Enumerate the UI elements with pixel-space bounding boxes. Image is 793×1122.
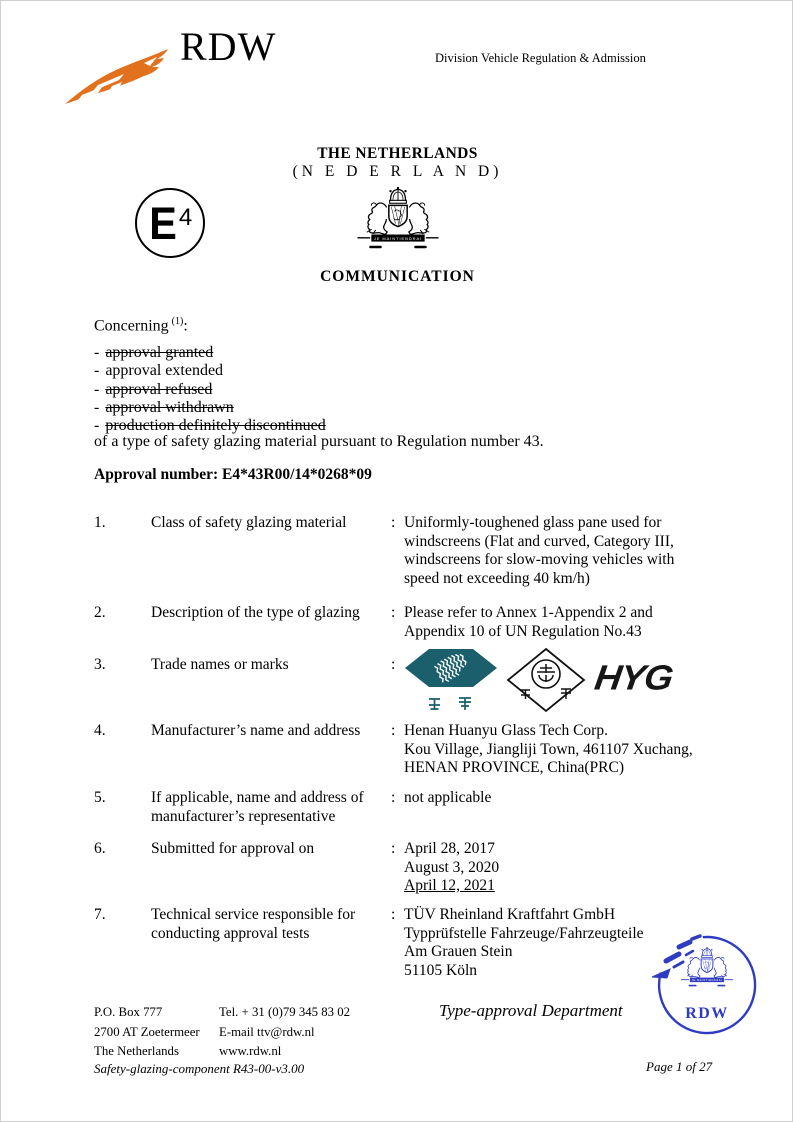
option-approval-granted: approval granted (105, 344, 214, 361)
list-item (94, 381, 326, 399)
approval-number-value: E4*43R00/14*0268*09 (222, 466, 372, 483)
value-line: 51105 Köln (404, 961, 478, 979)
footer-line: E-mail ttv@rdw.nl (219, 1024, 315, 1039)
item-value (404, 604, 709, 641)
value-line: Typprüfstelle Fahrzeuge/Fahrzeugteile (404, 924, 644, 942)
page-number: Page 1 of 27 (646, 1059, 713, 1074)
item-number: 5. (94, 789, 106, 806)
colon: : (391, 840, 396, 857)
huanyu-diamond-logo-icon (506, 647, 586, 717)
item-number: 2. (94, 604, 106, 621)
item-label (151, 840, 389, 859)
rdw-feather-logo-icon (64, 46, 170, 108)
stamp-rdw-text: RDW (685, 1005, 729, 1022)
label-line: Description of the type of glazing (151, 604, 360, 621)
colon: : (391, 722, 396, 739)
item-label (151, 906, 389, 943)
footer-address (94, 1003, 200, 1062)
huanyu-hexagon-logo-icon (405, 647, 497, 717)
label-line: If applicable, name and address of (151, 789, 364, 806)
country-title-dutch: (N E D E R L A N D) (292, 163, 503, 180)
dutch-coat-of-arms (348, 186, 448, 253)
label-line: Submitted for approval on (151, 840, 315, 857)
colon: : (391, 656, 396, 673)
concerning-word: Concerning (94, 317, 169, 335)
value-line: Appendix 10 of UN Regulation No.43 (404, 622, 642, 640)
concerning-colon: : (183, 317, 188, 335)
footer-line: The Netherlands (94, 1044, 179, 1058)
value-line-underlined: April 12, 2021 (404, 877, 495, 894)
item-label (151, 722, 389, 741)
value-line: April 28, 2017 (404, 840, 495, 857)
list-item (94, 362, 326, 380)
item-value (404, 789, 709, 808)
dash: - (94, 380, 100, 398)
item-number: 3. (94, 656, 106, 673)
dash: - (94, 362, 100, 380)
item-value (404, 722, 709, 778)
label-line: manufacturer’s representative (151, 807, 336, 825)
colon: : (391, 514, 396, 531)
item-value (404, 514, 709, 588)
item-number: 1. (94, 514, 106, 531)
colon: : (391, 789, 396, 806)
rdw-brand-text: RDW (180, 24, 277, 69)
hexagon-logo-characters (429, 698, 471, 710)
rdw-approval-stamp (646, 931, 764, 1043)
value-line: not applicable (404, 789, 492, 806)
item-number: 7. (94, 906, 106, 923)
value-line: windscreens for slow-moving vehicles with (404, 551, 675, 568)
document-version: Safety-glazing-component R43-00-v3.00 (94, 1061, 305, 1076)
country-title: THE NETHERLANDS (317, 145, 478, 162)
value-line: Uniformly-toughened glass pane used for (404, 514, 662, 531)
footer-line: www.rdw.nl (219, 1044, 282, 1058)
division-title: Division Vehicle Regulation & Admission (435, 51, 646, 65)
value-line: Kou Village, Jiangliji Town, 461107 Xuchang, (404, 740, 693, 758)
colon: : (391, 604, 396, 621)
concerning-label (94, 316, 188, 335)
value-line: Am Grauen Stein (404, 943, 513, 960)
e-mark-number: 4 (178, 204, 193, 231)
label-line: Trade names or marks (151, 656, 289, 673)
footer-line: Tel. + 31 (0)79 345 83 02 (219, 1005, 351, 1019)
dash: - (94, 344, 100, 361)
department-signature: Type-approval Department (439, 1001, 623, 1020)
e-mark-letter: E (149, 197, 177, 249)
value-line: speed not exceeding 40 km/h) (404, 569, 590, 587)
footer-contact (219, 1003, 350, 1062)
value-line: HENAN PROVINCE, China(PRC) (404, 759, 625, 776)
option-approval-extended: approval extended (105, 362, 224, 380)
label-line: Manufacturer’s name and address (151, 722, 361, 739)
value-line: Please refer to Annex 1-Appendix 2 and (404, 604, 653, 621)
option-production-discontinued: production definitely discontinued (105, 417, 326, 435)
item-label (151, 604, 389, 623)
label-line: Technical service responsible for (151, 906, 356, 923)
item-label (151, 514, 389, 533)
option-approval-refused: approval refused (105, 380, 213, 398)
label-line: conducting approval tests (151, 924, 310, 942)
subject-line: of a type of safety glazing material pursuant to Regulation number 43. (94, 433, 544, 450)
approval-number-label: Approval number: (94, 466, 219, 483)
option-approval-withdrawn: approval withdrawn (105, 398, 234, 416)
colon: : (391, 906, 396, 923)
dash: - (94, 417, 100, 435)
list-item (94, 399, 326, 417)
item-value (404, 840, 709, 896)
e4-approval-mark (135, 188, 205, 258)
dash: - (94, 398, 100, 416)
communication-title: COMMUNICATION (320, 268, 475, 285)
value-line: Henan Huanyu Glass Tech Corp. (404, 722, 608, 739)
item-number: 4. (94, 722, 106, 739)
footer-line: 2700 AT Zoetermeer (94, 1024, 200, 1039)
concerning-options-list (94, 344, 326, 435)
item-number: 6. (94, 840, 106, 857)
value-line: TÜV Rheinland Kraftfahrt GmbH (404, 906, 616, 923)
item-label (151, 789, 389, 826)
value-line: windscreens (Flat and curved, Category III, (404, 532, 674, 550)
approval-number-line (94, 466, 372, 484)
footnote-ref: (1) (171, 316, 184, 327)
stamp-streaks (652, 936, 700, 978)
footer-line: P.O. Box 777 (94, 1005, 163, 1019)
hyg-wordmark: HYG (592, 658, 675, 697)
value-line: August 3, 2020 (404, 858, 500, 876)
item-label (151, 656, 389, 675)
label-line: Class of safety glazing material (151, 514, 347, 531)
list-item (94, 344, 326, 362)
trademark-logos (405, 647, 675, 717)
